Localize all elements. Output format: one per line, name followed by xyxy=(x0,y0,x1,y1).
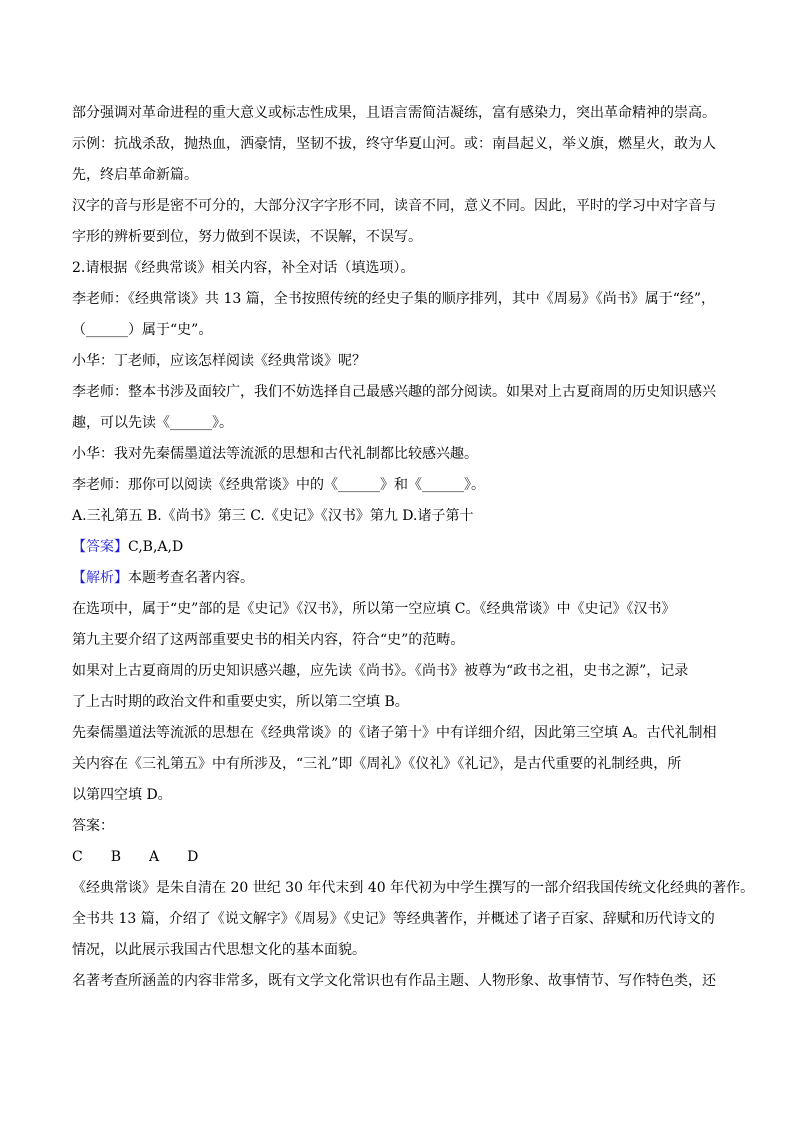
analysis-body-line: 先秦儒墨道法等流派的思想在《经典常谈》的《诸子第十》中有详细介绍，因此第三空填 A。古代礼制相 xyxy=(72,725,717,741)
answer-letter: C xyxy=(72,849,83,865)
text-line: 部分强调对革命进程的重大意义或标志性成果，且语言需简洁凝练，富有感染力，突出革命精神的崇高。 xyxy=(72,105,716,121)
answer-letter: B xyxy=(110,849,122,865)
answer-label-line: 答案： xyxy=(72,818,114,834)
answer-tag: 【答案】 xyxy=(72,539,128,555)
question-title: 2.请根据《经典常谈》相关内容，补全对话（填选项）。 xyxy=(72,260,415,276)
options-line: A.三礼第五 B.《尚书》第三 C.《史记》《汉书》第九 D.诸子第十 xyxy=(72,508,474,524)
answer-letter: D xyxy=(187,849,199,865)
answer-text: C,B,A,D xyxy=(128,539,184,555)
analysis-tag: 【解析】 xyxy=(72,570,128,586)
dialogue-line: （______）属于“史”。 xyxy=(72,322,213,338)
analysis-text: 本题考查名著内容。 xyxy=(128,570,254,586)
answer-letter: A xyxy=(149,849,160,865)
analysis-body-line: 在选项中，属于“史”部的是《史记》《汉书》，所以第一空应填 C。《经典常谈》中《史记》《汉书》 xyxy=(72,601,676,617)
dialogue-line: 趣，可以先读《______》。 xyxy=(72,415,233,431)
text-line: 名著考查所涵盖的内容非常多，既有文学文化常识也有作品主题、人物形象、故事情节、写作特色类，还 xyxy=(72,973,716,989)
answer-letters-row xyxy=(72,842,754,873)
analysis-body-line: 以第四空填 D。 xyxy=(72,787,172,803)
analysis-body-line: 如果对上古夏商周的历史知识感兴趣，应先读《尚书》。《尚书》被尊为“政书之祖，史书之源”，记录 xyxy=(72,663,689,679)
text-line: 字形的辨析要到位，努力做到不误读，不误解，不误写。 xyxy=(72,229,422,245)
analysis-body-line: 关内容在《三礼第五》中有所涉及，“三礼”即《周礼》《仪礼》《礼记》，是古代重要的礼制经典，所 xyxy=(72,756,682,772)
analysis-body-line: 第九主要介绍了这两部重要史书的相关内容，符合“史”的范畴。 xyxy=(72,632,465,648)
dialogue-line: 小华：丁老师，应该怎样阅读《经典常谈》呢？ xyxy=(72,353,366,369)
analysis-line xyxy=(72,563,754,594)
dialogue-line: 小华：我对先秦儒墨道法等流派的思想和古代礼制都比较感兴趣。 xyxy=(72,446,478,462)
text-line: 示例：抗战杀敌，抛热血，洒豪情，坚韧不拔，终守华夏山河。或：南昌起义，举义旗，燃星火，敢为人 xyxy=(72,136,716,152)
text-line: 汉字的音与形是密不可分的，大部分汉字字形不同，读音不同，意义不同。因此，平时的学习中对字音与 xyxy=(72,198,716,214)
text-line: 情况，以此展示我国古代思想文化的基本面貌。 xyxy=(72,942,366,958)
analysis-body-line: 了上古时期的政治文件和重要史实，所以第二空填 B。 xyxy=(72,694,409,710)
text-line: 先，终启革命新篇。 xyxy=(72,167,198,183)
dialogue-line: 李老师：那你可以阅读《经典常谈》中的《______》和《______》。 xyxy=(72,477,485,493)
text-line: 《经典常谈》是朱自清在 20 世纪 30 年代末到 40 年代初为中学生撰写的一部介绍我国传统文化经典的著作。 xyxy=(72,880,755,896)
answer-line xyxy=(72,532,754,563)
dialogue-line: 李老师：《经典常谈》共 13 篇，全书按照传统的经史子集的顺序排列，其中《周易》《尚书》属于“经”， xyxy=(72,291,716,307)
dialogue-line: 李老师：整本书涉及面较广，我们不妨选择自己最感兴趣的部分阅读。如果对上古夏商周的历史知识感兴 xyxy=(72,384,716,400)
text-line: 全书共 13 篇，介绍了《说文解字》《周易》《史记》等经典著作，并概述了诸子百家、辞赋和历代诗文的 xyxy=(72,911,715,927)
